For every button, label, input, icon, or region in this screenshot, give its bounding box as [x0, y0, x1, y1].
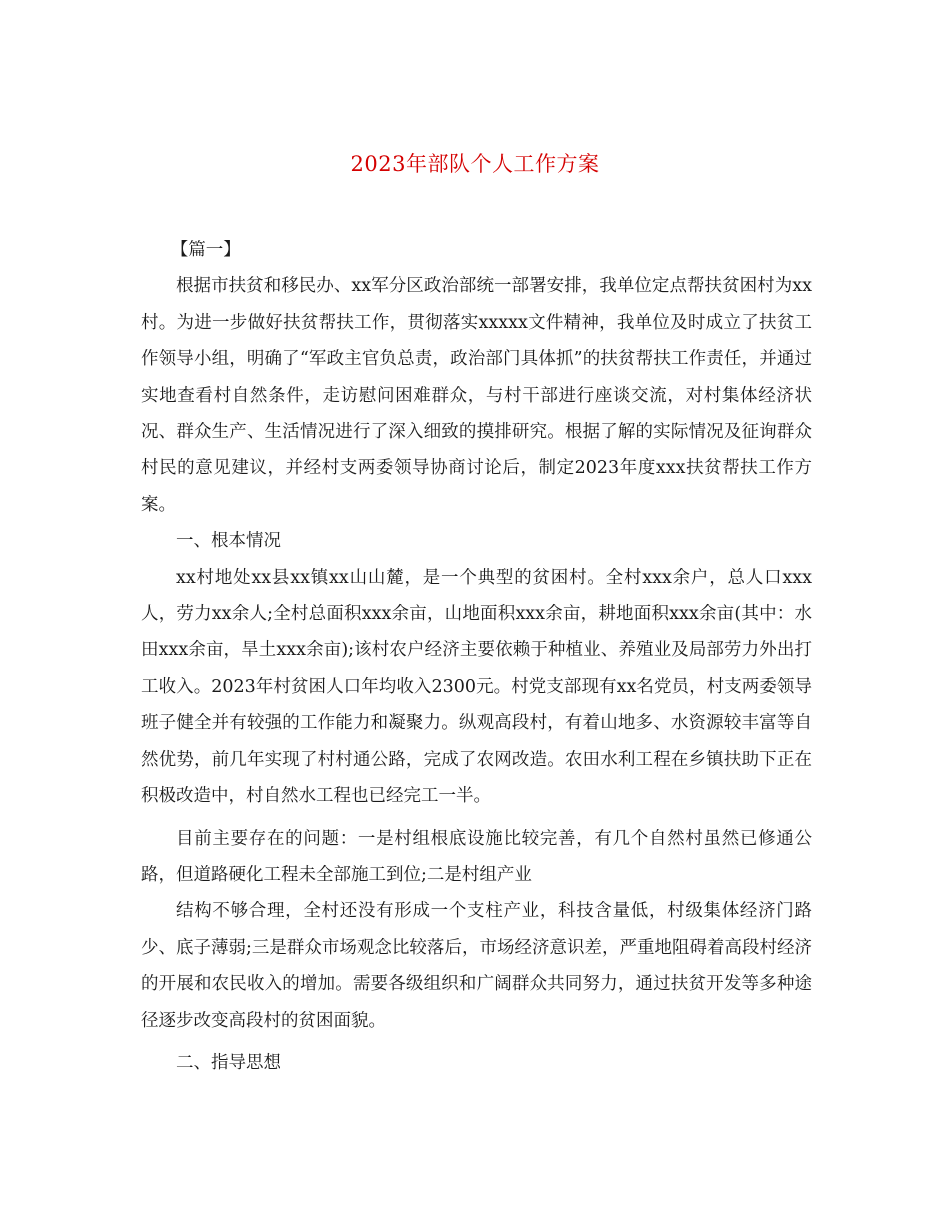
paragraph-village-overview: xx村地处xx县xx镇xx山山麓，是一个典型的贫困村。全村xxx余户，总人口xxx人，劳力xx余人;全村总面积xxx余亩，山地面积xxx余亩，耕地面积xxx余亩(其中：水田xxx余亩，旱土xxx余亩);该村农户经济主要依赖于种植业、养殖业及局部劳力外出打工收入。2023年村贫困人口年均收入2300元。村党支部现有xx名党员，村支两委领导班子健全并有较强的工作能力和凝聚力。纵观高段村，有着山地多、水资源较丰富等自然优势，前几年实现了村村通公路，完成了农网改造。农田水利工程在乡镇扶助下正在积极改造中，村自然水工程也已经完工一半。 — [141, 567, 812, 807]
paragraph-intro: 根据市扶贫和移民办、xx军分区政治部统一部署安排，我单位定点帮扶贫困村为xx村。为进一步做好扶贫帮扶工作，贯彻落实xxxxx文件精神，我单位及时成立了扶贫工作领导小组，明确了“军政主官负总责，政治部门具体抓”的扶贫帮扶工作责任，并通过实地查看村自然条件，走访慰问困难群众，与村干部进行座谈交流，对村集体经济状况、群众生产、生活情况进行了深入细致的摸排研究。根据了解的实际情况及征询群众村民的意见建议，并经村支两委领导协商讨论后，制定2023年度xxx扶贫帮扶工作方案。 — [141, 276, 812, 515]
document-title: 2023年部队个人工作方案 — [350, 152, 600, 176]
document-body — [141, 232, 812, 1081]
heading-guiding-thought: 二、指导思想 — [176, 1052, 281, 1073]
paragraph-problems: 目前主要存在的问题：一是村组根底设施比较完善，有几个自然村虽然已修通公路，但道路硬化工程未全部施工到位;二是村组产业 — [141, 828, 812, 885]
paragraph-problems-continued: 结构不够合理，全村还没有形成一个支柱产业，科技含量低，村级集体经济门路少、底子薄弱;三是群众市场观念比较落后，市场经济意识差，严重地阻碍着高段村经济的开展和农民收入的增加。需要各级组织和广阔群众共同努力，通过扶贫开发等多种途径逐步改变高段村的贫困面貌。 — [141, 901, 812, 1031]
heading-basic-situation: 一、根本情况 — [176, 531, 281, 552]
section-label: 【篇一】 — [170, 240, 241, 260]
